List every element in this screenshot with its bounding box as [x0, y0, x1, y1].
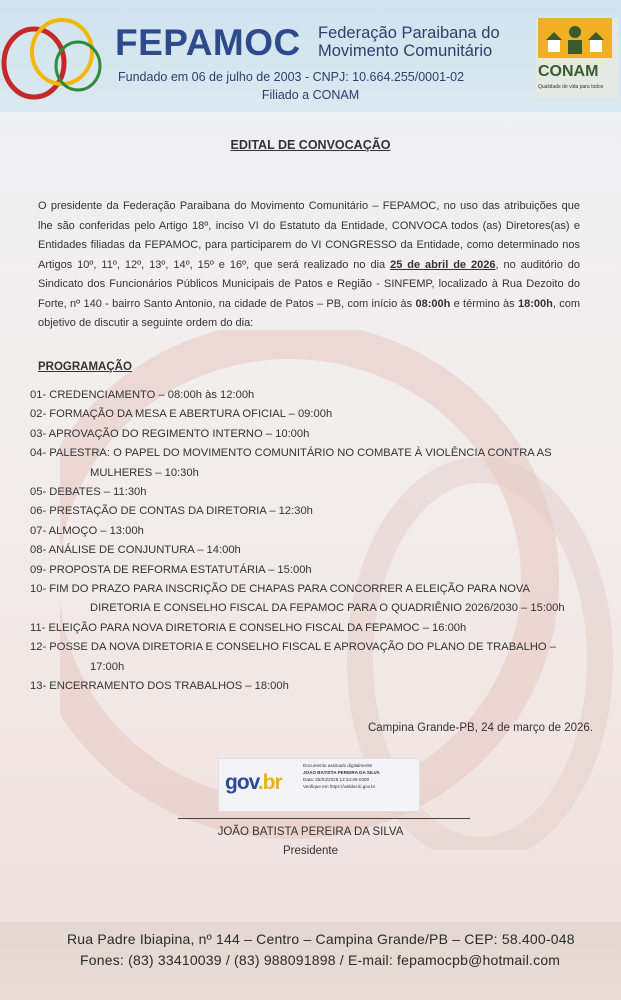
program-item: 02- FORMAÇÃO DA MESA E ABERTURA OFICIAL – 09:00h [30, 408, 333, 421]
program-item: 04- PALESTRA: O PAPEL DO MOVIMENTO COMUNITÁRIO NO COMBATE À VIOLÊNCIA CONTRA AS [30, 447, 552, 460]
event-date: 25 de abril de 2026 [390, 258, 496, 271]
signer-small: JOAO BATISTA PEREIRA DA SILVA [303, 770, 380, 775]
footer-address: Rua Padre Ibiapina, nº 144 – Centro – Campina Grande/PB – CEP: 58.400-048 [67, 931, 575, 947]
federation-name [318, 24, 500, 60]
body-part-2: , no auditório do Sindicato dos Funcionários Públicos Municipais de Patos e Região - SINFEMP, localizado à Rua Dezoito do Forte, nº 140 - bairro Santo Antonio, na cidade de Patos – PB, com início às [38, 258, 581, 310]
program-item: 05- DEBATES – 11:30h [30, 486, 147, 499]
federation-line-1: Federação Paraibana do [318, 24, 500, 42]
program-item: 01- CREDENCIAMENTO – 08:00h às 12:00h [30, 389, 255, 401]
program-item: 10- FIM DO PRAZO PARA INSCRIÇÃO DE CHAPAS PARA CONCORRER A ELEIÇÃO PARA NOVA [30, 583, 531, 596]
signed-date: Data: 25/03/2026 12:34:46-0300 [303, 777, 370, 782]
signature-details [303, 762, 380, 790]
document-title: EDITAL DE CONVOCAÇÃO [230, 138, 391, 152]
convocation-body [38, 197, 580, 334]
gov-logo-suffix: .br [257, 771, 282, 794]
program-item-continuation: 17:00h [90, 660, 125, 673]
footer [0, 922, 621, 1000]
program-item-continuation: MULHERES – 10:30h [90, 466, 199, 479]
signer-name: JOÃO BATISTA PEREIRA DA SILVA [217, 826, 404, 838]
program-title: PROGRAMAÇÃO [38, 361, 132, 373]
program-item: 09- PROPOSTA DE REFORMA ESTATUTÁRIA – 15:00h [30, 563, 312, 576]
founded-cnpj: Fundado em 06 de julho de 2003 - CNPJ: 10.664.255/0001-02 [118, 70, 465, 84]
program-item: 13- ENCERRAMENTO DOS TRABALHOS – 18:00h [30, 680, 289, 693]
program-item: 11- ELEIÇÃO PARA NOVA DIRETORIA E CONSELHO FISCAL DA FEPAMOC – 16:00h [30, 621, 467, 634]
program-list [30, 386, 590, 697]
conam-slogan: Qualidade de vida para todos [538, 84, 604, 90]
federation-line-2: Movimento Comunitário [318, 42, 493, 60]
body-part-3: e término às [450, 297, 518, 310]
program-item-continuation: DIRETORIA E CONSELHO FISCAL DA FEPAMOC PARA O QUADRIÊNIO 2026/2030 – 15:00h [90, 602, 565, 615]
conam-logo [536, 18, 618, 98]
program-item: 12- POSSE DA NOVA DIRETORIA E CONSELHO FISCAL E APROVAÇÃO DO PLANO DE TRABALHO – [30, 641, 556, 654]
gov-br-logo [225, 771, 282, 795]
verify-link: Verifique em https://validar.iti.gov.br [303, 784, 376, 789]
footer-contact: Fones: (83) 33410039 / (83) 988091898 / E-mail: fepamocpb@hotmail.com [80, 952, 561, 968]
conam-logo-text: CONAM [538, 63, 599, 80]
program-item: 08- ANÁLISE DE CONJUNTURA – 14:00h [30, 544, 241, 557]
gov-logo-text: gov [225, 771, 258, 794]
digital-note: Documento assinado digitalmente [303, 763, 373, 768]
start-time: 08:00h [415, 297, 451, 310]
signer-role: Presidente [283, 845, 338, 857]
body-part-4: , com objetivo de discutir a seguinte ordem do dia: [38, 297, 580, 329]
brand-name: FEPAMOC [115, 22, 301, 63]
body-part-1: O presidente da Federação Paraibana do Movimento Comunitário – FEPAMOC, no uso das atribuições que lhe são conferidas pelo Artigo 18º, inciso VI do Estatuto da Entidade, CONVOCA todos (as) Diretores(as) e Entidades filiadas da FEPAMOC, para participarem do VI CONGRESSO da Entidade, como determinado nos Artigos 10º, 11º, 12º, 13º, 14º, 15º e 16º, que será realizado no dia [38, 200, 580, 271]
signature-line [178, 818, 470, 819]
program-item: 06- PRESTAÇÃO DE CONTAS DA DIRETORIA – 12:30h [30, 505, 313, 518]
place-and-date: Campina Grande-PB, 24 de março de 2026. [367, 722, 593, 734]
digital-signature-stamp [218, 758, 420, 812]
conam-emblem-icon [538, 18, 612, 58]
letterhead [0, 0, 621, 112]
program-item: 07- ALMOÇO – 13:00h [30, 524, 144, 537]
program-item: 03- APROVAÇÃO DO REGIMENTO INTERNO – 10:00h [30, 427, 310, 440]
affiliation: Filiado a CONAM [261, 88, 360, 102]
end-time: 18:00h [517, 297, 553, 310]
